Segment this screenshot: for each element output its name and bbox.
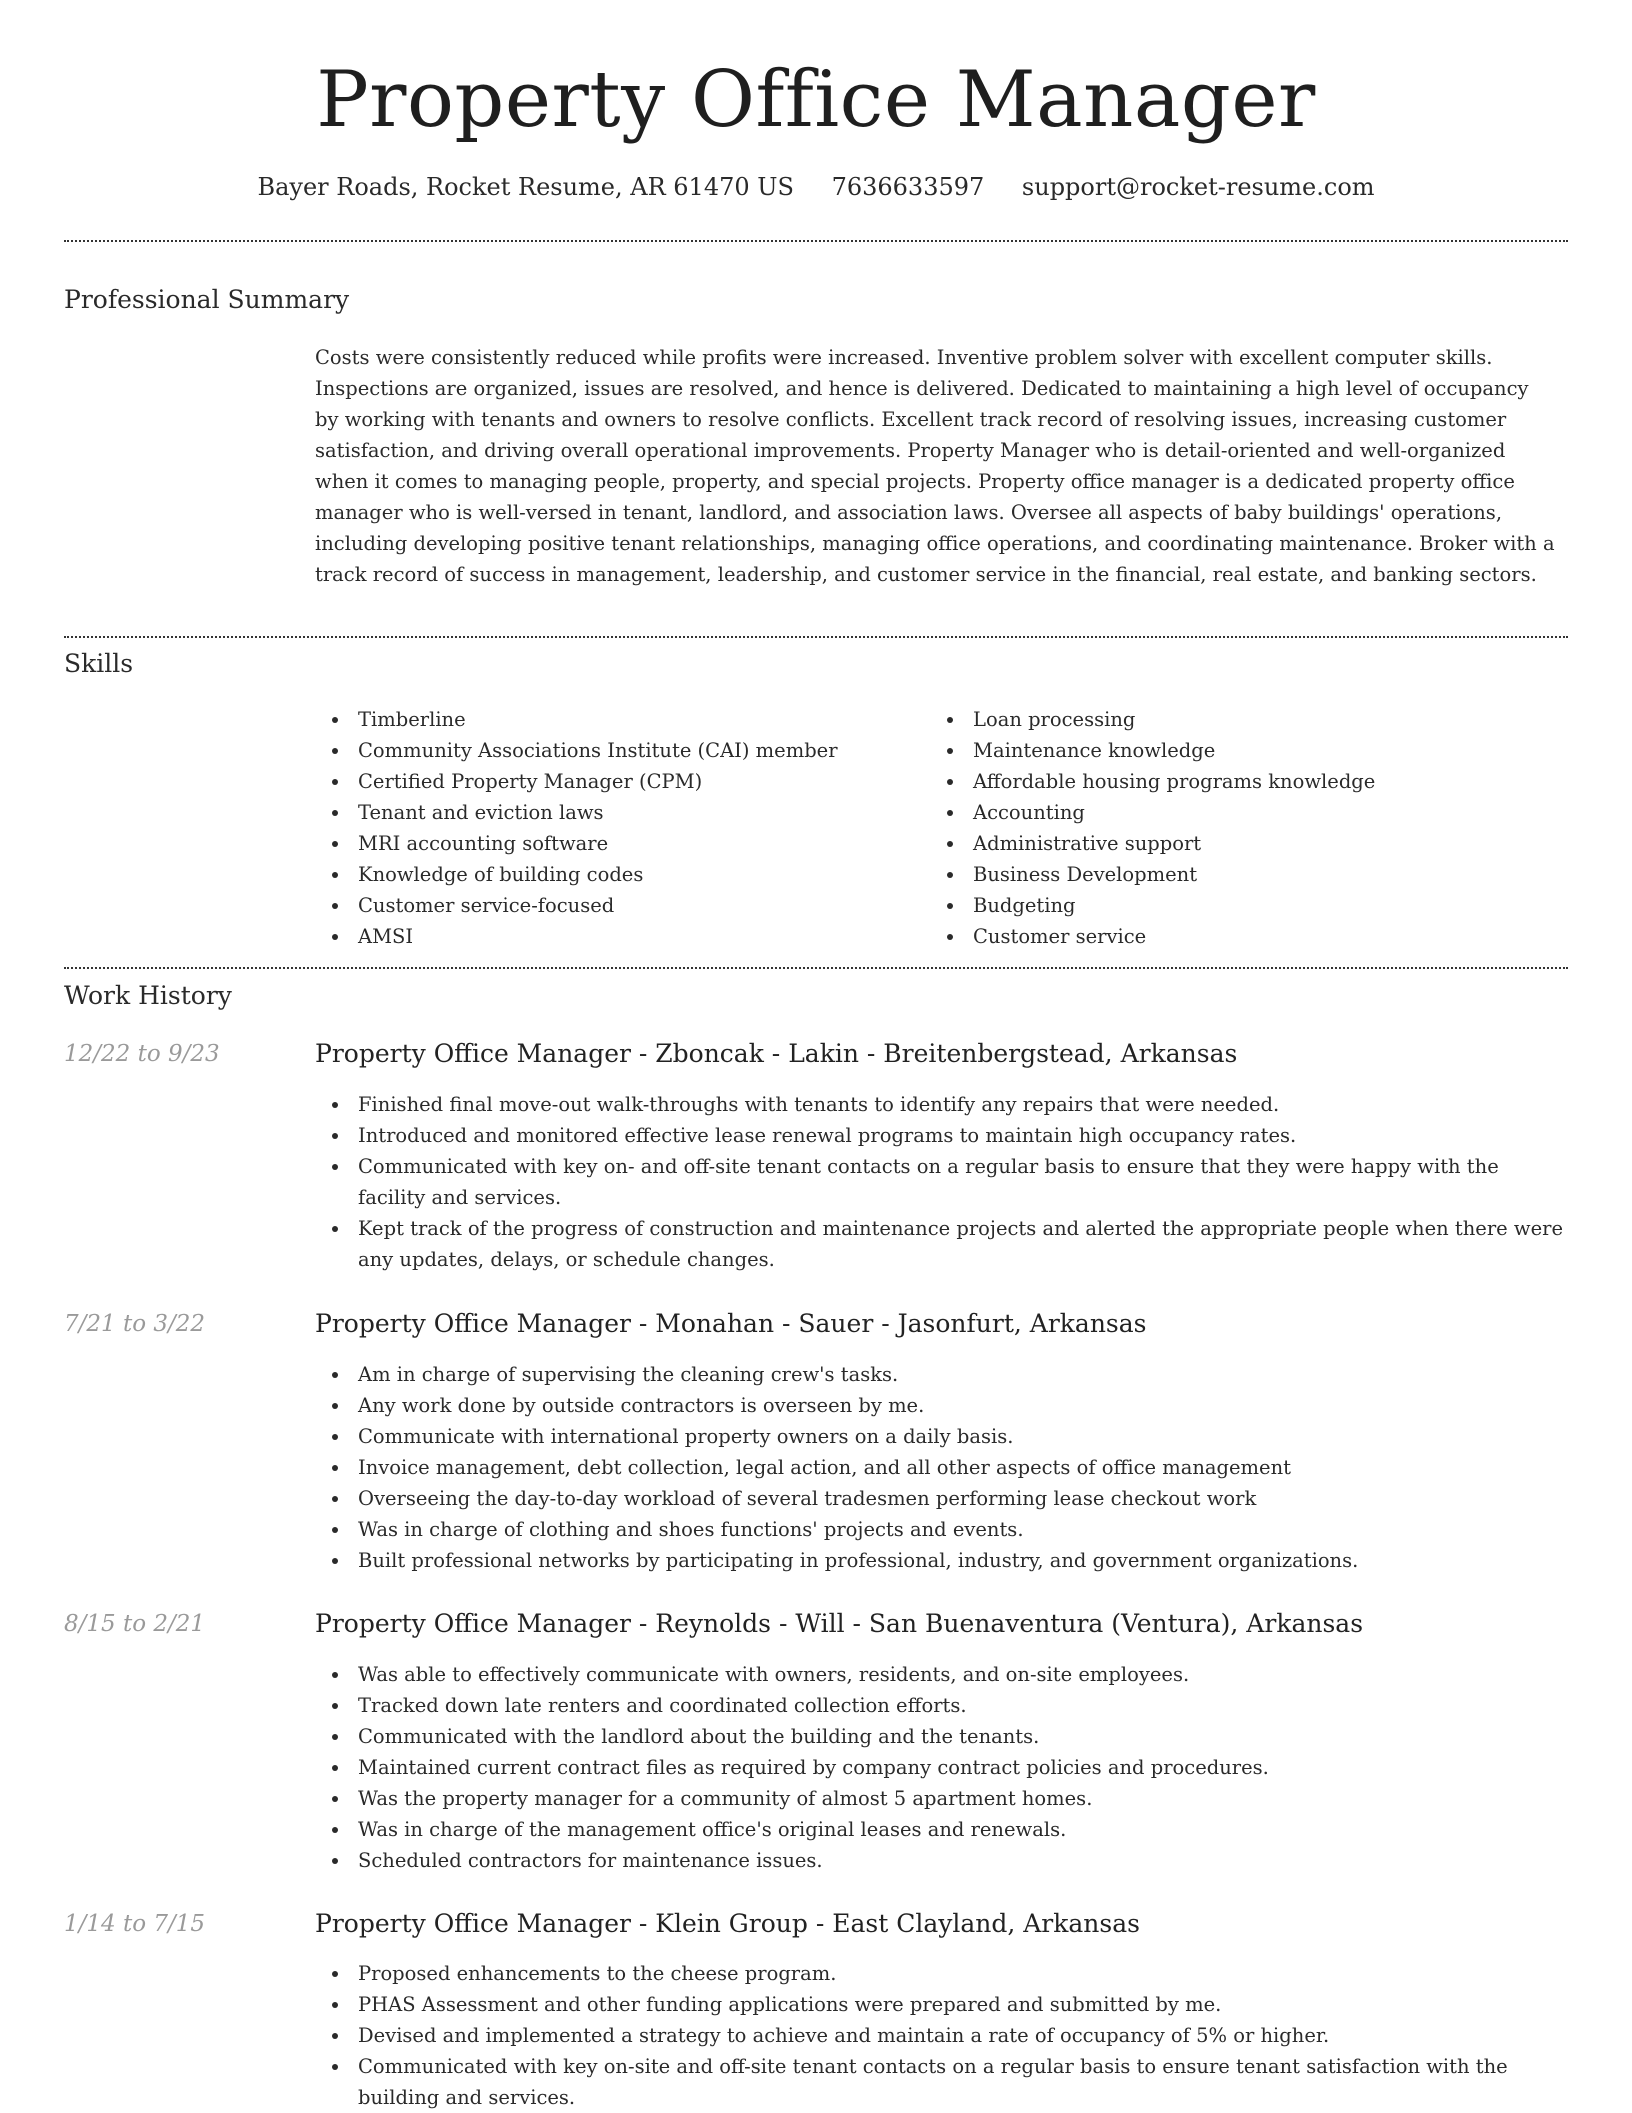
- job-bullet: Proposed enhancements to the cheese program.: [315, 1958, 1565, 1989]
- contact-line: [0, 170, 1632, 204]
- contact-address: Bayer Roads, Rocket Resume, AR 61470 US: [257, 173, 794, 201]
- skills-column-left: [315, 704, 915, 952]
- job-bullets: [315, 1659, 1565, 1876]
- skill-item: Customer service: [930, 921, 1550, 952]
- job-bullet: Tracked down late renters and coordinated collection efforts.: [315, 1690, 1565, 1721]
- job-title: Property Office Manager - Monahan - Sauer - Jasonfurt, Arkansas: [315, 1309, 1147, 1338]
- job-dates: 7/21 to 3/22: [64, 1311, 206, 1337]
- job-bullet: Communicated with key on- and off-site tenant contacts on a regular basis to ensure that they were happy with the facility and services.: [315, 1151, 1565, 1213]
- job-bullet: Was the property manager for a community of almost 5 apartment homes.: [315, 1783, 1565, 1814]
- summary-heading: Professional Summary: [64, 285, 350, 314]
- header-divider: [64, 240, 1568, 242]
- skill-item: Affordable housing programs knowledge: [930, 766, 1550, 797]
- job-dates: 8/15 to 2/21: [64, 1611, 206, 1637]
- summary-text: Costs were consistently reduced while profits were increased. Inventive problem solver with excellent computer skills. Inspections are organized, issues are resolved, and hence is delivered. Dedicated to maintaining a high level of occupancy by working with tenants and owners to resolve conflicts. Excellent track record of resolving issues, increasing customer satisfaction, and driving overall operational improvements. Property Manager who is detail-oriented and well-organized when it comes to managing people, property, and special projects. Property office manager is a dedicated property office manager who is well-versed in tenant, landlord, and association laws. Oversee all aspects of baby buildings' operations, including developing positive tenant relationships, managing office operations, and coordinating maintenance. Broker with a track record of success in management, leadership, and customer service in the financial, real estate, and banking sectors.: [315, 346, 1555, 586]
- skill-item: Knowledge of building codes: [315, 859, 915, 890]
- job-bullet: Invoice management, debt collection, legal action, and all other aspects of office management: [315, 1452, 1565, 1483]
- skill-item: MRI accounting software: [315, 828, 915, 859]
- skills-column-right: [930, 704, 1550, 952]
- job-bullets: [315, 1089, 1565, 1275]
- skill-item: Tenant and eviction laws: [315, 797, 915, 828]
- skill-item: Administrative support: [930, 828, 1550, 859]
- job-bullet: Was in charge of clothing and shoes functions' projects and events.: [315, 1514, 1565, 1545]
- job-bullet: Communicated with key on-site and off-site tenant contacts on a regular basis to ensure tenant satisfaction with the building and services.: [315, 2051, 1565, 2113]
- job-dates: 1/14 to 7/15: [64, 1911, 206, 1937]
- job-bullet: Finished final move-out walk-throughs with tenants to identify any repairs that were needed.: [315, 1089, 1565, 1120]
- job-bullet: Scheduled contractors for maintenance issues.: [315, 1845, 1565, 1876]
- job-bullet: Maintained current contract files as required by company contract policies and procedures.: [315, 1752, 1565, 1783]
- job-bullet: Built professional networks by participating in professional, industry, and government organizations.: [315, 1545, 1565, 1576]
- contact-email: support@rocket-resume.com: [1021, 173, 1375, 201]
- job-bullet: Introduced and monitored effective lease renewal programs to maintain high occupancy rates.: [315, 1120, 1565, 1151]
- job-bullet: Communicated with the landlord about the building and the tenants.: [315, 1721, 1565, 1752]
- skill-item: Budgeting: [930, 890, 1550, 921]
- job-bullet: Was able to effectively communicate with owners, residents, and on-site employees.: [315, 1659, 1565, 1690]
- job-bullets: [315, 1958, 1565, 2113]
- skill-item: Community Associations Institute (CAI) member: [315, 735, 915, 766]
- skill-item: AMSI: [315, 921, 915, 952]
- skill-item: Business Development: [930, 859, 1550, 890]
- job-bullet: Communicate with international property owners on a daily basis.: [315, 1421, 1565, 1452]
- job-bullets: [315, 1359, 1565, 1576]
- skill-item: Maintenance knowledge: [930, 735, 1550, 766]
- skill-item: Certified Property Manager (CPM): [315, 766, 915, 797]
- job-bullet: Overseeing the day-to-day workload of several tradesmen performing lease checkout work: [315, 1483, 1565, 1514]
- skill-item: Customer service-focused: [315, 890, 915, 921]
- work-heading: Work History: [64, 981, 232, 1010]
- skill-item: Accounting: [930, 797, 1550, 828]
- summary-divider: [64, 636, 1568, 638]
- job-bullet: Am in charge of supervising the cleaning crew's tasks.: [315, 1359, 1565, 1390]
- skills-heading: Skills: [64, 649, 134, 678]
- job-bullet: PHAS Assessment and other funding applications were prepared and submitted by me.: [315, 1989, 1565, 2020]
- skills-divider: [64, 967, 1568, 969]
- job-bullet: Devised and implemented a strategy to achieve and maintain a rate of occupancy of 5% or higher.: [315, 2020, 1565, 2051]
- job-bullet: Kept track of the progress of construction and maintenance projects and alerted the appropriate people when there were any updates, delays, or schedule changes.: [315, 1213, 1565, 1275]
- skill-item: Timberline: [315, 704, 915, 735]
- job-title: Property Office Manager - Zboncak - Lakin - Breitenbergstead, Arkansas: [315, 1039, 1238, 1068]
- job-title: Property Office Manager - Reynolds - Will - San Buenaventura (Ventura), Arkansas: [315, 1609, 1364, 1638]
- candidate-name: Property Office Manager: [316, 55, 1316, 145]
- skill-item: Loan processing: [930, 704, 1550, 735]
- job-dates: 12/22 to 9/23: [64, 1041, 220, 1067]
- contact-phone: 7636633597: [831, 173, 985, 201]
- job-bullet: Any work done by outside contractors is overseen by me.: [315, 1390, 1565, 1421]
- job-bullet: Was in charge of the management office's original leases and renewals.: [315, 1814, 1565, 1845]
- job-title: Property Office Manager - Klein Group - East Clayland, Arkansas: [315, 1909, 1140, 1938]
